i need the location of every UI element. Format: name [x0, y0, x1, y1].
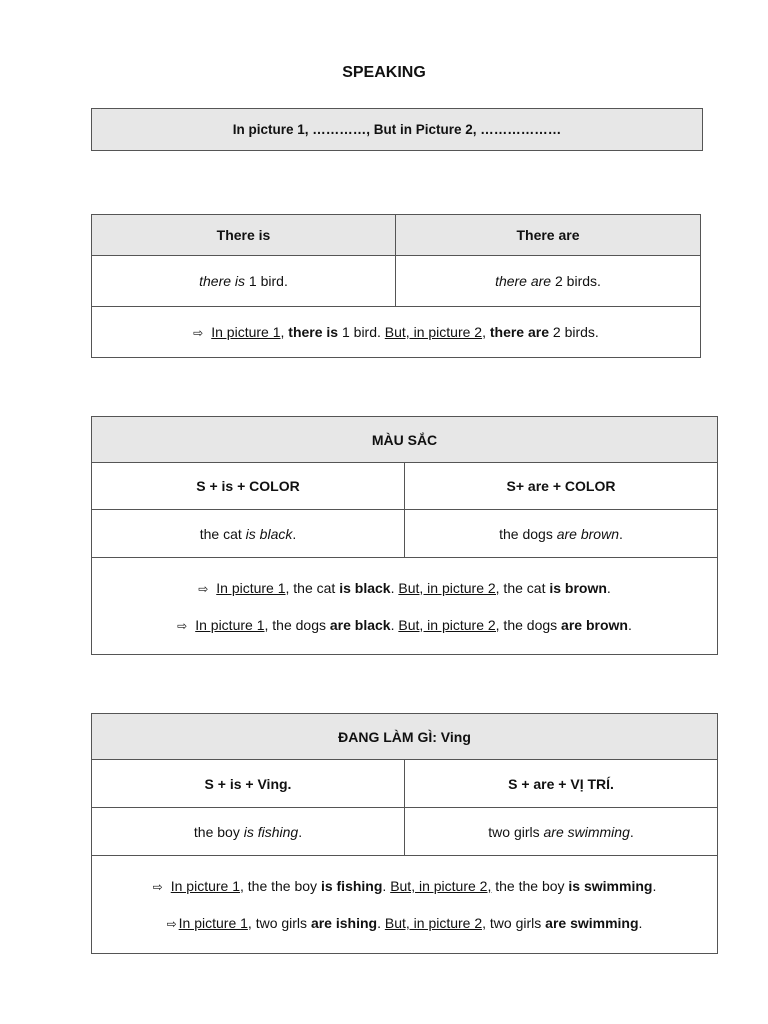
pattern-is-color: S + is + COLOR: [92, 463, 405, 510]
pattern-are-color: S+ are + COLOR: [405, 463, 718, 510]
phrase-in-picture-1: In picture 1: [211, 324, 281, 340]
example-italic: is fishing: [243, 823, 299, 840]
text: .: [298, 823, 303, 840]
text: .: [390, 579, 399, 596]
comparison-sentence-1: [100, 580, 709, 596]
arrow-right-icon: ⇨: [152, 880, 163, 894]
example-italic: are swimming: [543, 823, 630, 840]
intro-box: [91, 108, 703, 151]
text: .: [292, 525, 297, 542]
example-girls: [405, 808, 718, 856]
header-there-is: There is: [92, 215, 396, 256]
color-table: [91, 416, 718, 655]
comparison-sentences: [92, 558, 718, 655]
text: .: [652, 878, 657, 894]
example-dogs: [405, 510, 718, 558]
intro-box-text: In picture 1, …………, But in Picture 2, ………………: [232, 122, 562, 137]
text: .: [390, 616, 399, 633]
arrow-right-icon: ⇨: [193, 326, 204, 340]
text: .: [638, 915, 643, 931]
bold-phrase: are brown: [561, 616, 628, 633]
there-is-table: [91, 214, 701, 358]
example-there-are: [396, 256, 701, 307]
bold-phrase: there are: [489, 324, 550, 340]
header-there-are: There are: [396, 215, 701, 256]
arrow-right-icon: ⇨: [198, 581, 209, 596]
ving-table: [91, 713, 718, 954]
page-title: SPEAKING: [342, 64, 426, 81]
text: 1 bird.: [338, 324, 385, 340]
text: 2 birds.: [549, 324, 599, 340]
bold-phrase: are black: [329, 616, 391, 633]
text: the dogs: [499, 525, 557, 542]
example-italic: there is: [199, 273, 246, 289]
text: ,: [280, 324, 289, 340]
bold-phrase: is fishing: [320, 878, 383, 894]
text: the boy: [193, 823, 244, 840]
example-boy: [92, 808, 405, 856]
text: the dogs: [499, 616, 562, 633]
comparison-sentence-1: [100, 878, 709, 894]
example-cat: [92, 510, 405, 558]
phrase-in-picture-1: In picture 1: [195, 616, 265, 633]
pattern-are-position: S + are + VỊ TRÍ.: [405, 760, 718, 808]
text: the cat: [499, 579, 550, 596]
text: .: [606, 579, 611, 596]
bold-phrase: are ishing: [310, 915, 378, 931]
comparison-sentence-2: [100, 617, 709, 633]
bold-phrase: is swimming: [568, 878, 653, 894]
phrase-in-picture-1: In picture 1: [178, 915, 248, 931]
text: , the dogs: [264, 616, 330, 633]
bold-phrase: there is: [288, 324, 339, 340]
phrase-but-in-picture-2: But, in picture 2,: [398, 616, 500, 633]
color-table-title: MÀU SẮC: [92, 417, 718, 463]
example-text: 2 birds.: [551, 273, 601, 289]
text: the cat: [199, 525, 246, 542]
text: .: [382, 878, 391, 894]
phrase-but-in-picture-2: But, in picture 2,: [390, 878, 492, 894]
example-italic: there are: [495, 273, 552, 289]
example-there-is: [92, 256, 396, 307]
text: .: [618, 525, 623, 542]
ving-table-title: ĐANG LÀM GÌ: Ving: [92, 714, 718, 760]
text: two girls: [488, 823, 544, 840]
arrow-right-icon: ⇨: [177, 618, 188, 633]
bold-phrase: is brown: [549, 579, 607, 596]
comparison-sentence-2: [100, 915, 709, 931]
bold-phrase: are swimming: [545, 915, 639, 931]
comparison-sentences: [92, 856, 718, 954]
text: , the the boy: [240, 878, 321, 894]
text: , two girls: [247, 915, 311, 931]
phrase-in-picture-1: In picture 1: [170, 878, 240, 894]
text: .: [377, 915, 385, 931]
phrase-but-in-picture-2: But, in picture 2: [384, 324, 483, 340]
text: .: [627, 616, 632, 633]
phrase-in-picture-1: In picture 1: [216, 579, 286, 596]
arrow-right-icon: ⇨: [166, 917, 177, 931]
pattern-is-ving: S + is + Ving.: [92, 760, 405, 808]
comparison-sentence: [92, 307, 701, 358]
phrase-but-in-picture-2: But, in picture 2,: [398, 579, 500, 596]
text: the the boy: [491, 878, 569, 894]
example-italic: is black: [245, 525, 293, 542]
example-italic: are brown: [556, 525, 619, 542]
phrase-but-in-picture-2: But, in picture 2,: [384, 915, 487, 931]
bold-phrase: is black: [339, 579, 391, 596]
text: , the cat: [285, 579, 340, 596]
example-text: 1 bird.: [245, 273, 288, 289]
text: ,: [482, 324, 490, 340]
text: .: [629, 823, 634, 840]
text: two girls: [486, 915, 546, 931]
